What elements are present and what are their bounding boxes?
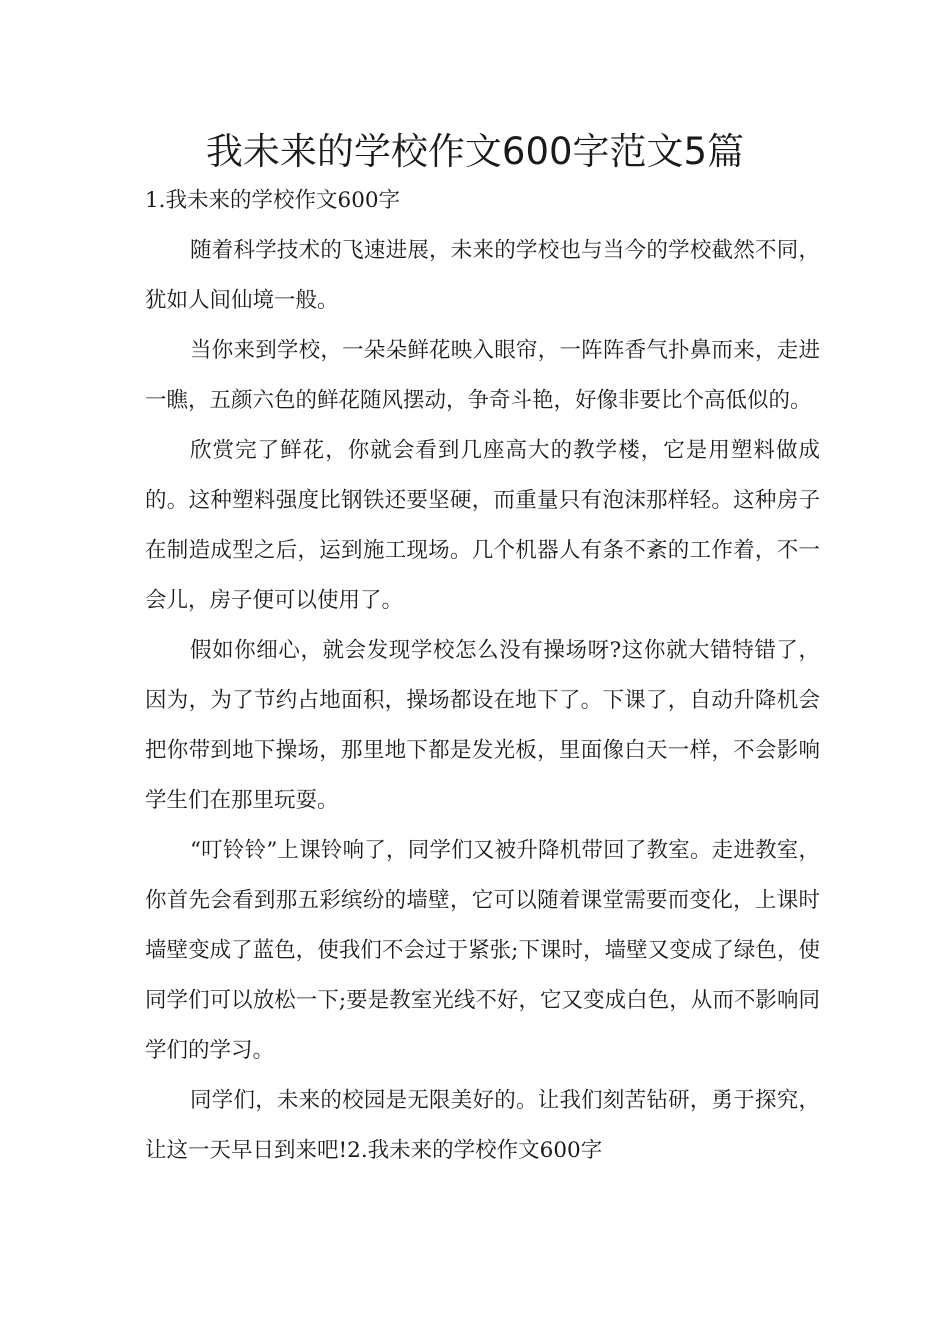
paragraph-2: 当你来到学校，一朵朵鲜花映入眼帘，一阵阵香气扑鼻而来，走进一瞧，五颜六色的鲜花随风摆动，争奇斗艳，好像非要比个高低似的。 <box>145 338 820 413</box>
document-body <box>145 176 820 1176</box>
paragraph-5: “叮铃铃”上课铃响了，同学们又被升降机带回了教室。走进教室，你首先会看到那五彩缤纷的墙壁，它可以随着课堂需要而变化，上课时墙壁变成了蓝色，使我们不会过于紧张;下课时，墙壁又变成了绿色，使同学们可以放松一下;要是教室光线不好，它又变成白色，从而不影响同学们的学习。 <box>145 838 820 1063</box>
document-title: 我未来的学校作文600字范文5篇 <box>205 130 745 173</box>
paragraph-6: 同学们，未来的校园是无限美好的。让我们刻苦钻研，勇于探究，让这一天早日到来吧!2.我未来的学校作文600字 <box>145 1088 820 1163</box>
paragraph-4: 假如你细心，就会发现学校怎么没有操场呀?这你就大错特错了，因为，为了节约占地面积，操场都设在地下了。下课了，自动升降机会把你带到地下操场，那里地下都是发光板，里面像白天一样，不会影响学生们在那里玩耍。 <box>145 638 820 813</box>
paragraph-3: 欣赏完了鲜花，你就会看到几座高大的教学楼，它是用塑料做成的。这种塑料强度比钢铁还要坚硬，而重量只有泡沫那样轻。这种房子在制造成型之后，运到施工现场。几个机器人有条不紊的工作着，不一会儿，房子便可以使用了。 <box>145 438 820 613</box>
paragraph-1: 随着科学技术的飞速进展，未来的学校也与当今的学校截然不同，犹如人间仙境一般。 <box>145 238 820 313</box>
section-heading: 1.我未来的学校作文600字 <box>145 188 401 213</box>
